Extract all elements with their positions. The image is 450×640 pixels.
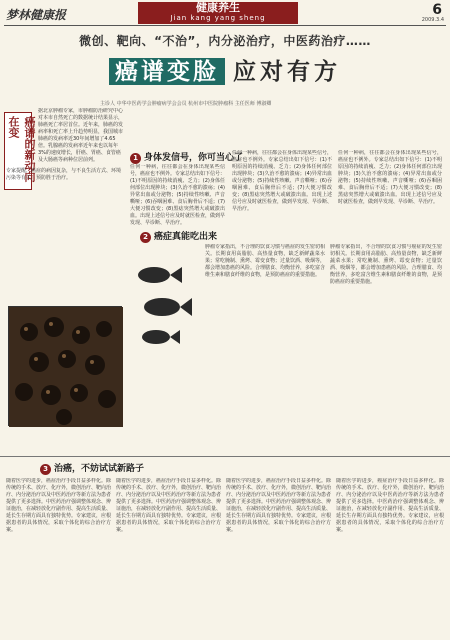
title-rest: 应对有方 [233,58,341,85]
issue-date: 2009.3.4 [421,17,444,23]
page-header [0,0,450,26]
pills-icon [9,307,123,427]
section-2-col-2: 肿瘤专家指出，不合理的饮食习惯与癌症的发生密切相关。长期食用高脂肪、高热量食物，缺乏新鲜蔬菜水果；常吃腌制、熏烤、霉变食物；过量饮酒、吸烟等，都会增加患癌的风险。合理膳食、均衡营养，多吃富含维生素和膳食纤维的食物，是预防癌症的重要措施。 [330,244,442,285]
intro-paragraph-2: 专家提醒，癌症的病因复杂，与不良生活方式、环境污染等有关，预防胜于治疗。 [6,168,122,181]
section-3-col-3: 随着医学的进步，癌症治疗手段日益多样化。除传统的手术、放疗、化疗外，微创治疗、靶向治疗、内分泌治疗以及中医药治疗等新方法为患者提供了更多选择。中医药治疗强调整体观念、辨证施治，在减轻放化疗副作用、提高生活质量、延长生存期方面具有独特优势。专家建议，应根据患者的具体情况，采取个体化的综合治疗方案。 [226,478,331,533]
side-title: 癌谱的新动向在变 [7,116,36,182]
section-3-col-2: 随着医学的进步，癌症治疗手段日益多样化。除传统的手术、放疗、化疗外，微创治疗、靶向治疗、内分泌治疗以及中医药治疗等新方法为患者提供了更多选择。中医药治疗强调整体观念、辨证施治，在减轻放化疗副作用、提高生活质量、延长生存期方面具有独特优势。专家建议，应根据患者的具体情况，采取个体化的综合治疗方案。 [116,478,221,533]
header-rule [4,25,446,26]
section-2-heading [140,229,217,243]
section-3-badge: 3 [40,464,51,475]
section-3-col-1: 随着医学的进步，癌症治疗手段日益多样化。除传统的手术、放疗、化疗外，微创治疗、靶向治疗、内分泌治疗以及中医药治疗等新方法为患者提供了更多选择。中医药治疗强调整体观念、辨证施治，在减轻放化疗副作用、提高生活质量、延长生存期方面具有独特优势。专家建议，应根据患者的具体情况，采取个体化的综合治疗方案。 [6,478,111,533]
intro-paragraph: 据北京肿瘤专家，市肿瘤防治研究中心对本市自然死亡的数据统计结果显示，肺癌死亡率居首位。近年来，肺癌的发病率和死亡率上升趋势明显，我国城市肺癌的发病率近30年间增加了4.65倍。乳腺癌的发病率近年来也以每年3%的速度增长，肝癌、胃癌、食管癌及大肠癌等病种位居前列。 [38,108,124,163]
section-2-col-1: 肿瘤专家指出，不合理的饮食习惯与癌症的发生密切相关。长期食用高脂肪、高热量食物，缺乏新鲜蔬菜水果；常吃腌制、熏烤、霉变食物；过量饮酒、吸烟等，都会增加患癌的风险。合理膳食、均衡营养，多吃富含维生素和膳食纤维的食物，是预防癌症的重要措施。 [205,244,325,278]
section-3-title: 治癌，不妨试试新路子 [54,464,145,474]
section-band [138,2,298,24]
section-2-badge: 2 [140,232,151,243]
section-1-col-2: 任何一种病，往往都会在身体出现某些信号，癌症也不例外。专家总结出如下信号：(1)不明原因的持续消瘦、乏力；(2)身体任何部位出现肿块；(3)久治不愈的溃疡；(4)异常出血或分泌物；(5)持续性咳嗽、声音嘶哑；(6)吞咽困难、食后胸骨后不适；(7)大便习惯改变；(8)黑痣突然增大或破溃出血。出现上述信号应及时就医检查，做到早发现、早诊断、早治疗。 [232,150,332,212]
section-pinyin: Jian kang yang sheng [170,14,266,22]
section-3-col-4: 随着医学的进步，癌症治疗手段日益多样化。除传统的手术、放疗、化疗外，微创治疗、靶向治疗、内分泌治疗以及中医药治疗等新方法为患者提供了更多选择。中医药治疗强调整体观念、辨证施治，在减轻放化疗副作用、提高生活质量、延长生存期方面具有独特优势。专家建议，应根据患者的具体情况，采取个体化的综合治疗方案。 [336,478,444,533]
page-number: 6 [432,2,442,18]
section-1-col-3: 任何一种病，往往都会在身体出现某些信号，癌症也不例外。专家总结出如下信号：(1)不明原因的持续消瘦、乏力；(2)身体任何部位出现肿块；(3)久治不愈的溃疡；(4)异常出血或分泌物；(5)持续性咳嗽、声音嘶哑；(6)吞咽困难、食后胸骨后不适；(7)大便习惯改变；(8)黑痣突然增大或破溃出血。出现上述信号应及时就医检查，做到早发现、早诊断、早治疗。 [338,150,442,205]
section-3-heading [40,461,144,475]
herbal-pills-photo [8,306,122,426]
section-2-title: 癌症真能吃出来 [154,232,218,242]
title-highlight: 癌谱变脸 [109,58,225,85]
fish-icon [132,245,202,355]
headline-block [0,32,450,86]
fish-illustration [132,245,202,355]
section-1-col-1: 任何一种病，往往都会在身体出现某些信号，癌症也不例外。专家总结出如下信号：(1)不明原因的持续消瘦、乏力；(2)身体任何部位出现肿块；(3)久治不愈的溃疡；(4)异常出血或分泌物；(5)持续性咳嗽、声音嘶哑；(6)吞咽困难、食后胸骨后不适；(7)大便习惯改变；(8)黑痣突然增大或破溃出血。出现上述信号应及时就医检查，做到早发现、早诊断、早治疗。 [130,164,225,226]
section-1-badge: 1 [130,153,141,164]
section-1-title: 身体发信号，你可当心了 [144,153,244,163]
paper-name: 梦林健康报 [6,8,67,22]
main-title [0,53,450,86]
section-name: 健康养生 [196,1,240,14]
subheadline: 微创、靶向、“不治”，内分泌治疗，中医药治疗…… [79,34,371,48]
byline: 主诊人 中华中医药学会肿瘤病学会会员 杭州市中医院肿瘤科 主任医师 傅淑卿 [100,101,272,107]
section-1-heading [130,150,243,164]
